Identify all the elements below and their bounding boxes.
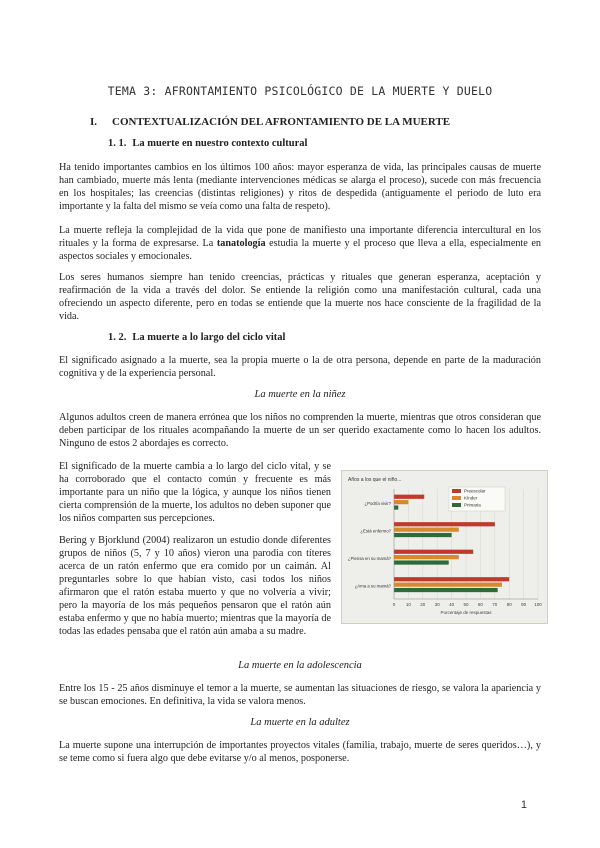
chart-xlabel: Porcentaje de respuestas xyxy=(440,610,492,615)
chart-tick-label: 90 xyxy=(521,602,527,607)
chart-tick-label: 100 xyxy=(534,602,542,607)
paragraph-8: Entre los 15 - 25 años disminuye el temor a la muerte, se aumentan las situaciones de riesgo, se valora la apariencia y se buscan emociones. En definitiva, la vida se valora menos. xyxy=(59,683,541,707)
chart-category-label: ¿Ama a su mamá? xyxy=(354,583,391,589)
subsection-heading-1 xyxy=(108,138,307,149)
chart-bar xyxy=(394,528,459,532)
chart-bar xyxy=(394,555,459,559)
section-heading xyxy=(90,116,450,128)
paragraph-9: La muerte supone una interrupción de importantes proyectos vitales (familia, trabajo, muerte de seres queridos…), y se teme como si fuera algo que debe evitarse y/o al menos, posponerse. xyxy=(59,740,541,764)
chart-category-label: ¿Podría vivir? xyxy=(364,500,391,506)
chart-tick-label: 20 xyxy=(420,602,426,607)
paragraph-2 xyxy=(59,224,541,263)
subtitle-adolescencia: La muerte en la adolescencia xyxy=(238,660,362,671)
subsection-number-2: 1. 2. xyxy=(108,332,127,343)
chart-title: Años a los que el niño... xyxy=(348,477,402,483)
chart-category-label: ¿Está enfermo? xyxy=(360,528,391,534)
chart-legend-label: Preescolar xyxy=(464,488,486,494)
chart-tick-label: 70 xyxy=(492,602,498,607)
subtitle-adultez: La muerte en la adultez xyxy=(250,717,350,728)
section-title: CONTEXTUALIZACIÓN DEL AFRONTAMIENTO DE LA MUERTE xyxy=(112,116,451,128)
chart-bar xyxy=(394,505,398,509)
chart-bar xyxy=(394,560,449,564)
chart-bar xyxy=(394,533,452,537)
paragraph-1: Ha tenido importantes cambios en los últimos 100 años: mayor esperanza de vida, las principales causas de muerte han cambiado, muerte más lenta (mediante intervenciones médicas se alarga el proceso), sucede con más frecuencia en los hospitales; las creencias (distintas religiones) y ritos de despedida (antiguamente el periodo de luto era importante y la falta del mismo se veía como una falta de respeto). xyxy=(59,162,541,212)
document-title: TEMA 3: AFRONTAMIENTO PSICOLÓGICO DE LA MUERTE Y DUELO xyxy=(107,84,493,98)
subsection-number-1: 1. 1. xyxy=(108,138,127,149)
chart-tick-label: 40 xyxy=(449,602,455,607)
chart-bar xyxy=(394,500,408,504)
paragraph-4: El significado asignado a la muerte, sea la propia muerte o la de otra persona, depende en parte de la maduración cognitiva y de la experiencia personal. xyxy=(59,355,541,379)
chart-legend-label: Kínder xyxy=(464,495,478,501)
chart-svg xyxy=(342,471,547,623)
keyword-tanatologia: tanatología xyxy=(216,238,266,249)
paragraph-3: Los seres humanos siempre han tenido creencias, prácticas y rituales que generan esperanza, aceptación y reafirmación de la vida a través del dolor. Se entiende la religión como una manifestación cultural, cada una ofreciendo un aspecto diferente, pero en todas se entiende que la muerte nos hace consciente de la fragilidad de la vida. xyxy=(59,272,541,322)
chart-bar xyxy=(394,577,509,581)
chart-bar xyxy=(394,583,502,587)
paragraph-6: El significado de la muerte cambia a lo largo del ciclo vital, y se ha corroborado que el contacto común y frecuente es más importante para un niño que la lógica, y aunque los niños tienen cierta comprensión de la muerte, los adultos no deben suponer que los niños comparten sus percepciones. xyxy=(59,461,331,524)
paragraph-7: Bering y Bjorklund (2004) realizaron un estudio donde diferentes grupos de niños (5, 7 y 10 años) vieron una parodia con títeres acerca de un ratón enfermo que era comido por un caimán. Al preguntarles sobre lo que habían visto, casi todos los niños afirmaron que el ratón estaba muerto y que no volvería a vivir; pero la mayoría de los más pequeños pensaron que el ratón aún estaba enfermo y que no había muerto; mientras que la mayoría de todas las edades pensaba que el ratón aún amaba a su madre. xyxy=(59,535,331,637)
chart-category-label: ¿Piensa en su mamá? xyxy=(348,555,391,561)
study-chart xyxy=(341,470,548,624)
section-number: I. xyxy=(90,116,98,128)
subsection-title-1: La muerte en nuestro contexto cultural xyxy=(132,138,308,149)
subtitle-ninez: La muerte en la niñez xyxy=(254,389,346,400)
chart-bar xyxy=(394,495,424,499)
chart-bar xyxy=(394,522,495,526)
chart-bar xyxy=(394,588,498,592)
chart-tick-label: 0 xyxy=(392,602,396,607)
chart-tick-label: 10 xyxy=(405,602,411,607)
paragraph-2-end: estudia la muerte y el proceso que lleva a ella, especialmente en aspectos sociales y emocionales. xyxy=(59,238,541,262)
chart-legend-swatch xyxy=(452,489,461,493)
chart-legend-swatch xyxy=(452,503,461,507)
chart-tick-label: 60 xyxy=(477,602,483,607)
chart-tick-label: 50 xyxy=(463,602,469,607)
paragraph-5: Algunos adultos creen de manera errónea que los niños no comprenden la muerte, mientras que otros consideran que deben participar de los rituales acompañando la muerte de un ser querido exactamente como lo hacen los adultos. Ninguno de estos 2 abordajes es correcto. xyxy=(59,412,541,449)
page-number: 1 xyxy=(520,799,527,811)
chart-bar xyxy=(394,550,473,554)
chart-legend-label: Primaria xyxy=(464,502,481,508)
chart-legend-swatch xyxy=(452,496,461,500)
subsection-heading-2 xyxy=(108,332,285,343)
subsection-title-2: La muerte a lo largo del ciclo vital xyxy=(132,332,286,343)
chart-tick-label: 30 xyxy=(434,602,440,607)
chart-tick-label: 80 xyxy=(506,602,512,607)
paragraph-2-start: La muerte refleja la complejidad de la vida que pone de manifiesto una importante diferencia intercultural en los rituales y la forma de expresarse. La xyxy=(59,225,541,249)
